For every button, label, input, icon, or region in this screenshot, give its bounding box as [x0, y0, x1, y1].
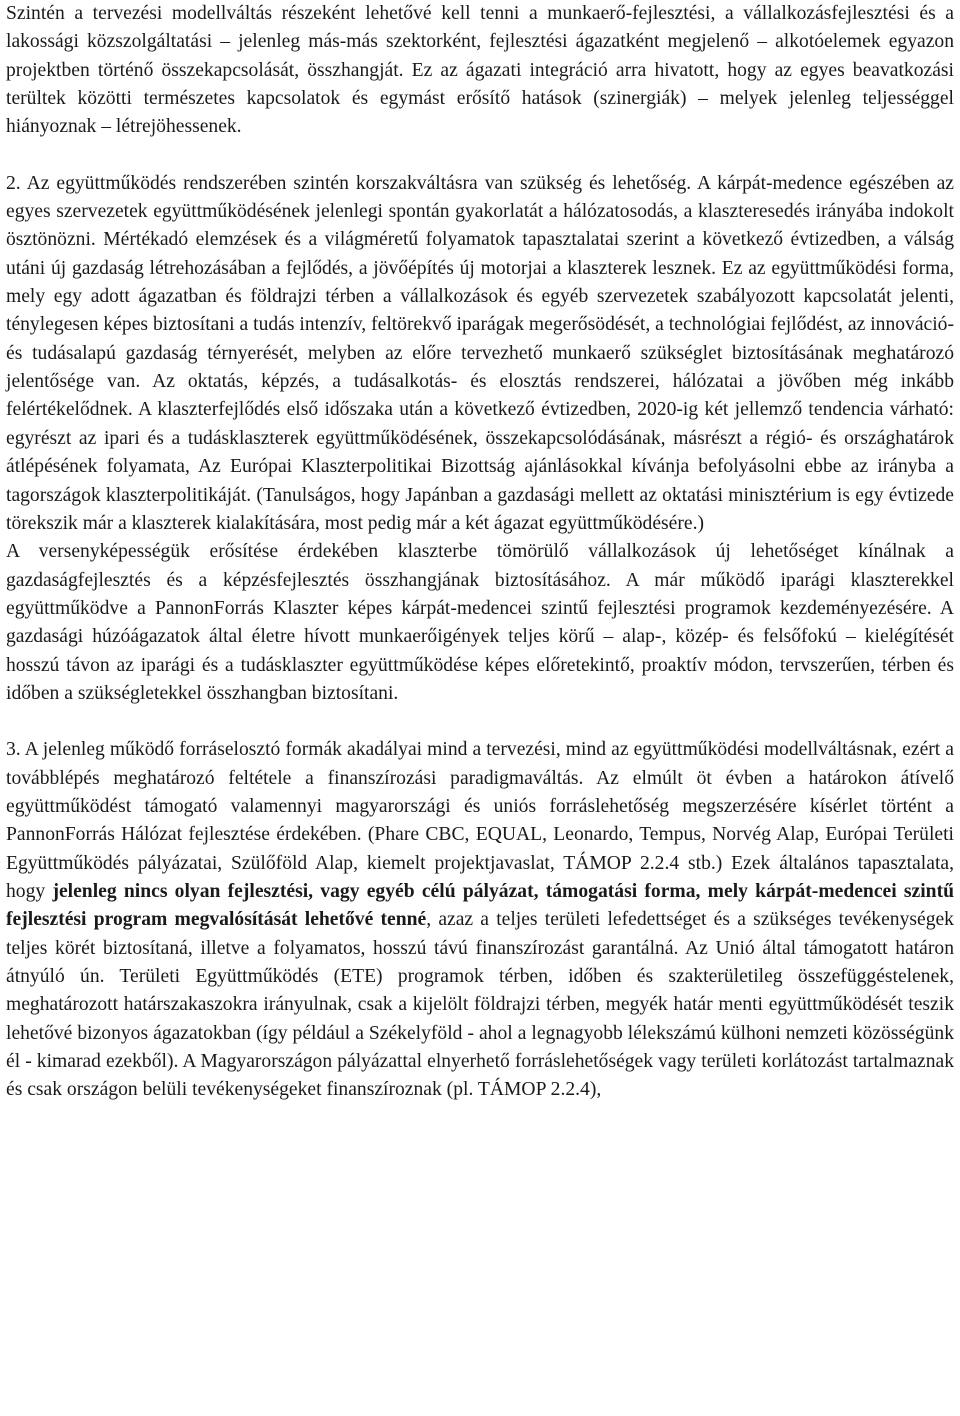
financing-intro-text: 3. A jelenleg működő forráselosztó formák akadályai mind a tervezési, mind az együttműködési modellváltásnak, ezért a továbblépés meghatározó feltétele a finanszírozási paradigmaváltás. Az elmúlt öt évben a határokon átívelő együttműködést támogató valamennyi magyarországi és uniós forráslehetőség megszerzésére kísérlet történt a PannonForrás Hálózat fejlesztése érdekében. (Phare CBC, EQUAL, Leonardo, Tempus, Norvég Alap, Európai Területi Együttműködés pályázatai, Szülőföld Alap, kiemelt projektjavaslat, TÁMOP 2.2.4 stb.) Ezek általános tapasztalata, hogy	[6, 739, 954, 902]
paragraph-financing-paradigm	[6, 736, 954, 1104]
paragraph-cooperation-clusters: 2. Az együttműködés rendszerében szintén korszakváltásra van szükség és lehetőség. A kárpát-medence egészében az egyes szervezetek együttműködésének jelenlegi spontán gyakorlatát a hálózatosodás, a klaszteresedés irányába indokolt ösztönözni. Mértékadó elemzések és a világméretű folyamatok tapasztalatai szerint a következő évtizedben, a válság utáni új gazdaság létrehozásában a fejlődés, a jövőépítés új motorjai a klaszterek lesznek. Ez az együttműködési forma, mely egy adott ágazatban és földrajzi térben a vállalkozások és egyéb szervezetek szabályozott kapcsolatát jelenti, ténylegesen képes biztosítani a tudás intenzív, feltörekvő iparágak megerősödését, a technológiai fejlődést, az innováció- és tudásalapú gazdaság térnyerését, melyben az előre tervezhető munkaerő szükséglet biztosításának meghatározó jelentősége van. Az oktatás, képzés, a tudásalkotás- és elosztás rendszerei, hálózatai a jövőben még inkább felértékelődnek. A klaszterfejlődés első időszaka után a következő évtizedben, 2020-ig két jellemző tendencia várható: egyrészt az ipari és a tudásklaszterek együttműködésének, összekapcsolódásának, másrészt a régió- és országhatárok átlépésének folyamata, Az Európai Klaszterpolitikai Bizottság ajánlásokkal kívánja befolyásolni ebbe az irányba a tagországok klaszterpolitikáját. (Tanulságos, hogy Japánban a gazdasági mellett az oktatási minisztérium is egy évtizede törekszik már a klaszterek kialakítására, most pedig már a két ágazat együttműködésére.)	[6, 172, 954, 534]
paragraph-competitiveness: A versenyképességük erősítése érdekében klaszterbe tömörülő vállalkozások új lehetőséget kínálnak a gazdaságfejlesztés és a képzésfejlesztés összhangjának biztosításához. A már működő iparági klaszterekkel együttműködve a PannonForrás Klaszter képes kárpát-medencei szintű fejlesztési programok kezdeményezésére. A gazdasági húzóágazatok által életre hívott munkaerőigények teljes körű – alap-, közép- és felsőfokú – kielégítését hosszú távon az iparági és a tudásklaszter együttműködése képes előretekintő, proaktív módon, tervszerűen, térben és időben a szükségletekkel összhangban biztosítani.	[6, 541, 954, 704]
paragraph-sectoral-integration: Szintén a tervezési modellváltás részeként lehetővé kell tenni a munkaerő-fejlesztési, a vállalkozásfejlesztési és a lakossági közszolgáltatási – jelenleg más-más szektorként, fejlesztési ágazatként megjelenő – alkotóelemek egyazon projektben történő összekapcsolását, összhangját. Ez az ágazati integráció arra hivatott, hogy az egyes beavatkozási terültek közötti természetes kapcsolatok és egymást erősítő hatások (szinergiák) – melyek jelenleg teljességgel hiányoznak – létrejöhessenek.	[6, 3, 954, 138]
financing-rest-text: , azaz a teljes területi lefedettséget és a szükséges tevékenységek teljes körét biztosítaná, illetve a folyamatos, hosszú távú finanszírozást garantálná. Az Unió által támogatott határon átnyúló ún. Területi Együttműködés (ETE) programok térben, időben és szakterületileg összefüggéstelenek, meghatározott határszakaszokra irányulnak, csak a kijelölt földrajzi térben, megyék határ menti együttműködését teszik lehetővé bizonyos ágazatokban (így például a Székelyföld - ahol a legnagyobb lélekszámú külhoni nemzeti közösségünk él - kimarad ezekből). A Magyarországon pályázattal elnyerhető forráslehetőségek vagy területi korlátozást tartalmaznak és csak országon belüli tevékenységeket finanszíroznak (pl. TÁMOP 2.2.4),	[6, 909, 954, 1101]
financing-bold-statement: jelenleg nincs olyan fejlesztési, vagy egyéb célú pályázat, támogatási forma, mely kárpát-medencei szintű fejlesztési program megvalósítását lehetővé tenné	[6, 880, 954, 931]
